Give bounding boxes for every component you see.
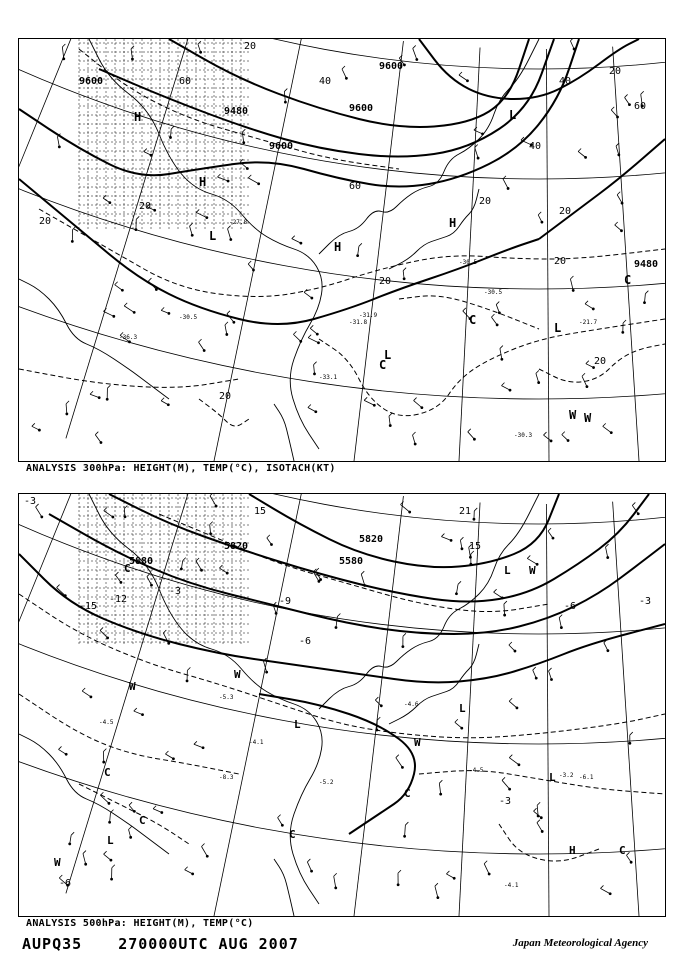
station-plot <box>401 633 405 648</box>
station-plot <box>165 751 174 760</box>
height-label: 9600 <box>79 76 104 87</box>
station-plot <box>628 732 632 745</box>
pressure-center: L <box>294 718 301 731</box>
station-plot <box>304 289 313 299</box>
height-contour <box>259 694 415 834</box>
station-plot <box>310 325 318 335</box>
station-plot <box>225 322 228 336</box>
contour-label: -3 <box>24 496 37 507</box>
pressure-center: C <box>619 844 626 857</box>
station-plot <box>334 873 337 889</box>
station-plot <box>559 615 563 629</box>
isotach-label: 20 <box>244 41 257 52</box>
contour-label: -3 <box>169 586 182 597</box>
station-plot <box>124 303 135 314</box>
station-plot <box>115 572 122 584</box>
station-plot <box>163 630 170 645</box>
station-plot <box>103 195 111 204</box>
isotach-label: 20 <box>594 356 607 367</box>
station-plot <box>58 746 67 755</box>
station-plot <box>106 385 111 400</box>
station-plot <box>413 45 418 60</box>
isotach-label: 60 <box>634 101 647 112</box>
station-plot <box>131 46 134 61</box>
height-contour <box>49 514 665 634</box>
station-plot <box>248 175 260 185</box>
station-plot <box>307 859 313 873</box>
latitude-line <box>19 494 665 854</box>
station-plot <box>356 243 362 257</box>
height-contour <box>539 139 665 239</box>
station-plot <box>621 320 626 334</box>
temperature-label: -5.3 <box>219 694 234 701</box>
station-plot <box>435 883 439 899</box>
isotach-label: 60 <box>349 181 362 192</box>
temperature-label: -4.5 <box>469 767 484 774</box>
station-plot <box>494 589 504 599</box>
isotach-label: 20 <box>479 196 492 207</box>
pressure-center: C <box>139 814 146 827</box>
station-plot <box>500 346 503 361</box>
temperature-label-layer <box>99 694 594 889</box>
station-plot <box>562 432 570 442</box>
station-plot <box>603 423 613 434</box>
height-label: 9600 <box>379 61 404 72</box>
station-plot <box>135 216 140 231</box>
pressure-center: H <box>199 175 207 189</box>
station-plot <box>611 107 619 119</box>
station-plot <box>625 94 631 106</box>
temperature-label: -36.3 <box>119 334 138 341</box>
coastline <box>19 279 169 399</box>
station-plot <box>548 528 554 539</box>
station-plot <box>202 843 209 857</box>
height-label: 9480 <box>224 106 249 117</box>
station-plot <box>643 291 648 304</box>
station-plot <box>32 423 41 431</box>
product-header <box>22 935 325 953</box>
station-plot <box>190 223 194 236</box>
valid-time: 270000UTC AUG 2007 <box>118 935 299 953</box>
isotach-label: 60 <box>179 76 192 87</box>
temperature-label: -33.1 <box>319 374 338 381</box>
station-plot <box>509 698 518 709</box>
contour-label: -3 <box>499 796 512 807</box>
latitude-line <box>19 39 665 399</box>
upper-air-chart-300hpa <box>18 38 666 462</box>
contour-label: -3 <box>639 596 652 607</box>
isotach-label: 20 <box>379 276 392 287</box>
station-plot <box>209 522 212 536</box>
temperature-label: -21.7 <box>579 319 598 326</box>
station-plot <box>503 601 507 616</box>
station-plot <box>115 282 124 292</box>
station-plot <box>600 885 611 895</box>
station-plot <box>267 535 273 546</box>
temperature-label: -8.3 <box>219 774 234 781</box>
pressure-center: W <box>414 736 421 749</box>
temperature-label: -31.8 <box>349 319 368 326</box>
isotach-label: 40 <box>529 141 542 152</box>
station-plot <box>308 404 317 413</box>
pressure-center: W <box>584 411 592 425</box>
contour-label: -12 <box>109 594 128 605</box>
pressure-center: H <box>134 110 142 124</box>
station-plot <box>389 413 392 427</box>
station-plot <box>199 339 206 352</box>
pressure-center: W <box>54 856 61 869</box>
pressure-center: L <box>554 321 562 335</box>
caption-300hpa: ANALYSIS 300hPa: HEIGHT(M), TEMP(°C), ISOTACH(KT) <box>26 463 336 474</box>
pressure-center: W <box>129 680 136 693</box>
contour-label: -15 <box>79 601 98 612</box>
contour-label-layer <box>24 496 651 889</box>
longitude-line <box>19 494 102 844</box>
station-plot <box>615 222 623 232</box>
terrain-mask <box>79 39 249 229</box>
temperature-label: -30.3 <box>514 432 533 439</box>
station-plot <box>196 558 203 572</box>
pressure-center-layer <box>54 562 626 869</box>
pressure-center: L <box>504 564 511 577</box>
station-plot <box>196 209 208 219</box>
station-plot <box>549 668 553 681</box>
pressure-center: L <box>549 771 556 784</box>
station-plot <box>153 806 163 814</box>
station-plot <box>414 398 424 409</box>
station-plot <box>240 159 249 170</box>
isotherm-contour <box>79 784 189 844</box>
coastline <box>19 734 169 854</box>
isotherm-contour <box>319 319 665 416</box>
pressure-center: H <box>569 844 576 857</box>
pressure-center: C <box>469 313 477 327</box>
pressure-center: W <box>569 408 577 422</box>
station-plot <box>509 755 520 766</box>
station-plot <box>616 143 620 156</box>
station-plot <box>242 129 245 144</box>
temperature-label: -4.5 <box>99 719 114 726</box>
temperature-label: -6.1 <box>579 774 594 781</box>
station-plot <box>501 383 511 392</box>
isotach-label: 20 <box>219 391 232 402</box>
height-label: 5820 <box>224 541 249 552</box>
station-plot <box>210 494 217 507</box>
station-plot <box>104 508 115 519</box>
station-plot <box>292 236 303 245</box>
contour-label: -6 <box>59 878 72 889</box>
isotach-label: 40 <box>319 76 332 87</box>
contour-label: 15 <box>469 541 482 552</box>
station-plot <box>65 401 69 415</box>
height-label: 9480 <box>634 259 659 270</box>
pressure-center: C <box>624 273 632 287</box>
station-plot <box>413 432 417 445</box>
station-plot <box>103 308 115 317</box>
station-plot <box>161 307 170 314</box>
pressure-center: L <box>107 834 114 847</box>
isotach-label: 40 <box>559 76 572 87</box>
station-plot <box>570 39 575 50</box>
pressure-center: C <box>289 828 296 841</box>
height-contour <box>19 554 665 682</box>
station-plot <box>108 810 113 824</box>
station-plot <box>95 432 102 444</box>
station-plot <box>228 226 233 241</box>
station-plot <box>396 755 404 769</box>
map-layer <box>19 39 665 461</box>
pressure-center: L <box>509 108 517 122</box>
station-plot <box>110 865 115 881</box>
temperature-label: -30.5 <box>459 259 478 266</box>
station-plot <box>36 504 44 518</box>
pressure-center: C <box>379 358 387 372</box>
station-plot <box>439 780 442 795</box>
isotach-label: 20 <box>559 206 572 217</box>
contour-label: -9 <box>279 596 292 607</box>
pressure-center: C <box>104 766 111 779</box>
pressure-center: W <box>529 564 536 577</box>
station-plot <box>308 335 320 344</box>
station-plot <box>502 777 511 790</box>
station-plot <box>397 870 401 886</box>
coastline <box>274 859 294 916</box>
station-plot <box>455 719 463 729</box>
pressure-center: L <box>459 702 466 715</box>
isotach-label: 20 <box>609 66 622 77</box>
height-contour <box>249 494 559 567</box>
height-label: 5580 <box>339 556 364 567</box>
station-plot <box>278 815 284 827</box>
temperature-label: -4.6 <box>404 701 419 708</box>
pressure-center: H <box>334 240 342 254</box>
station-plot <box>585 301 595 310</box>
isotach-label: 20 <box>554 256 567 267</box>
height-label: 5880 <box>129 556 154 567</box>
station-plot <box>194 741 205 749</box>
agency-credit: Japan Meteorological Agency <box>512 937 648 949</box>
pressure-center: W <box>234 668 241 681</box>
coastline <box>319 39 542 254</box>
isotach-label: 20 <box>139 201 152 212</box>
terrain-mask <box>79 494 249 644</box>
station-plot <box>273 602 277 615</box>
station-plot <box>543 432 552 442</box>
contour-label: -6 <box>299 636 312 647</box>
longitude-line <box>66 39 200 438</box>
station-plot <box>364 397 376 406</box>
station-plot <box>102 749 106 764</box>
chart-300hpa-svg <box>19 39 665 461</box>
temperature-label: -4.1 <box>249 739 264 746</box>
station-plot <box>460 537 463 550</box>
height-label: 9600 <box>269 141 294 152</box>
station-plot <box>134 708 144 716</box>
station-plot <box>185 867 194 875</box>
station-plot <box>538 212 543 224</box>
isotherm-contour <box>19 694 239 774</box>
temperature-label: -30.5 <box>179 314 198 321</box>
pressure-center: L <box>384 348 392 362</box>
station-plot <box>473 508 478 521</box>
coastline <box>274 404 294 461</box>
isotherm-contour <box>19 594 665 738</box>
station-plot <box>313 362 317 376</box>
station-plot <box>104 851 113 861</box>
station-plot <box>342 66 348 80</box>
product-code: AUPQ35 <box>22 935 83 953</box>
station-plot <box>293 331 302 342</box>
height-contour <box>99 39 554 157</box>
temperature-label: -5.2 <box>319 779 334 786</box>
station-plot <box>570 276 574 292</box>
station-plot <box>403 822 408 838</box>
longitude-line <box>457 48 480 461</box>
station-plot <box>446 871 455 880</box>
station-plot <box>606 544 610 559</box>
isotherm-contour <box>419 771 665 794</box>
station-plot <box>403 268 406 280</box>
station-plot <box>626 852 632 863</box>
station-plot <box>578 148 587 158</box>
station-plot <box>83 851 87 866</box>
height-contour <box>109 494 649 602</box>
contour-label: 21 <box>459 506 472 517</box>
station-plot <box>455 581 461 595</box>
station-plot <box>533 667 538 679</box>
station-plot <box>169 126 174 139</box>
pressure-center: L <box>209 229 217 243</box>
upper-air-chart-500hpa <box>18 493 666 917</box>
station-plot <box>82 688 92 698</box>
station-plot <box>180 558 186 571</box>
latitude-line <box>19 39 665 69</box>
station-plot <box>503 176 510 190</box>
station-plot <box>484 861 490 876</box>
isotach-label: 20 <box>39 216 52 227</box>
temperature-label: -3.2 <box>559 772 574 779</box>
latitude-line <box>19 39 665 179</box>
station-plot <box>509 642 516 652</box>
contour-label: -6 <box>564 601 577 612</box>
station-plot <box>441 534 452 542</box>
station-plot <box>90 391 101 399</box>
temperature-label: -30.5 <box>484 289 503 296</box>
pressure-center: C <box>404 787 411 800</box>
station-plot <box>129 827 133 839</box>
pressure-center: C <box>124 562 131 575</box>
station-plot <box>604 640 609 652</box>
height-label: 9600 <box>349 103 374 114</box>
contour-label: 15 <box>254 506 267 517</box>
caption-500hpa: ANALYSIS 500hPa: HEIGHT(M), TEMP(°C) <box>26 918 254 929</box>
chart-500hpa-svg <box>19 494 665 916</box>
station-plot <box>459 72 469 82</box>
station-plot <box>100 627 109 639</box>
longitude-line <box>613 502 642 916</box>
station-plot <box>537 820 544 833</box>
temperature-label: -31.9 <box>359 312 378 319</box>
longitude-line <box>211 494 304 916</box>
temperature-label: -4.1 <box>504 882 519 889</box>
height-label: 5820 <box>359 534 384 545</box>
station-plot <box>491 314 498 326</box>
station-plot <box>468 429 476 441</box>
station-plot <box>536 370 540 384</box>
temperature-label: -27.8 <box>229 219 248 226</box>
station-plot <box>475 145 480 160</box>
station-plot <box>68 832 74 845</box>
isotherm-contour <box>19 369 239 387</box>
pressure-center: H <box>449 216 457 230</box>
